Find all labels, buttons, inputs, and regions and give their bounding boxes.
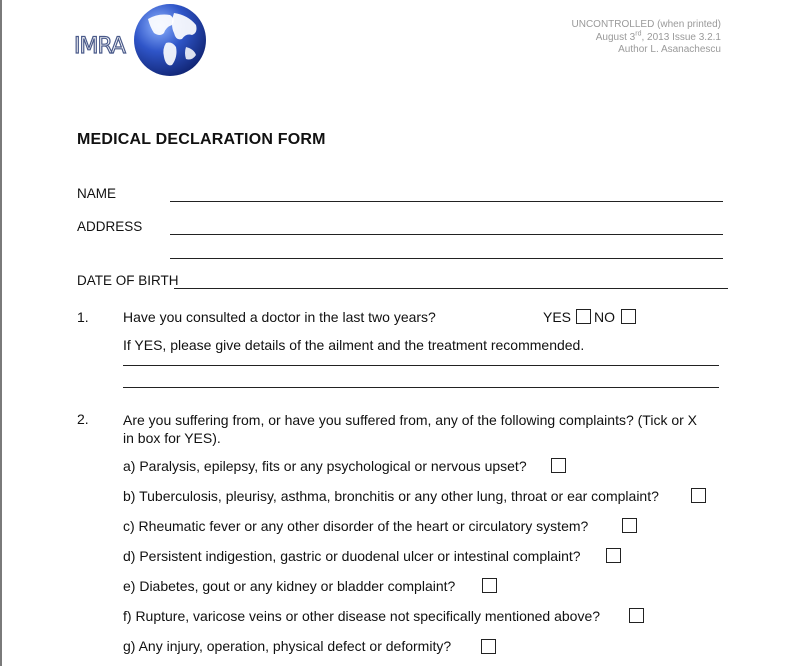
complaint-item-b: b) Tuberculosis, pleurisy, asthma, bronchitis or any other lung, throat or ear complaint?: [123, 488, 659, 504]
name-field[interactable]: [170, 201, 723, 202]
question-2-text-line1: Are you suffering from, or have you suffered from, any of the following complaints? (Tick or X: [123, 412, 698, 428]
complaint-item-d: d) Persistent indigestion, gastric or duodenal ulcer or intestinal complaint?: [123, 548, 581, 564]
complaint-item-g: g) Any injury, operation, physical defect or deformity?: [123, 638, 452, 654]
yes-checkbox[interactable]: [576, 309, 591, 324]
page-border: [0, 0, 2, 666]
document-control-header: [572, 19, 722, 57]
question-1-number: 1.: [77, 309, 89, 325]
author-line: Author L. Asanachescu: [618, 44, 721, 55]
complaint-checkbox-a[interactable]: [551, 458, 566, 473]
address-field-line1[interactable]: [170, 234, 723, 235]
complaint-checkbox-g[interactable]: [481, 639, 496, 654]
logo-text: IMRA: [74, 34, 125, 59]
issue-date: August 3rd, 2013 Issue 3.2.1: [595, 30, 721, 43]
question-2-text-line2: in box for YES).: [123, 430, 221, 446]
complaint-item-c: c) Rheumatic fever or any other disorder of the heart or circulatory system?: [123, 518, 589, 534]
complaint-checkbox-f[interactable]: [629, 608, 644, 623]
no-label: NO: [594, 309, 615, 325]
complaint-checkbox-b[interactable]: [691, 488, 706, 503]
complaint-checkbox-e[interactable]: [482, 578, 497, 593]
complaint-checkbox-c[interactable]: [622, 518, 637, 533]
dob-field[interactable]: [174, 288, 728, 289]
complaint-item-e: e) Diabetes, gout or any kidney or bladder complaint?: [123, 578, 456, 594]
details-line-2[interactable]: [123, 387, 719, 388]
yes-label: YES: [543, 309, 572, 325]
complaint-item-f: f) Rupture, varicose veins or other disease not specifically mentioned above?: [123, 608, 601, 624]
question-1-followup: If YES, please give details of the ailment and the treatment recommended.: [123, 337, 585, 353]
name-label: NAME: [77, 186, 117, 201]
dob-label: DATE OF BIRTH: [77, 273, 179, 288]
address-label: ADDRESS: [77, 219, 143, 234]
complaint-checkbox-d[interactable]: [606, 548, 621, 563]
no-checkbox[interactable]: [621, 309, 636, 324]
complaint-item-a: a) Paralysis, epilepsy, fits or any psychological or nervous upset?: [123, 458, 527, 474]
details-line-1[interactable]: [123, 365, 719, 366]
page-title: MEDICAL DECLARATION FORM: [77, 131, 326, 148]
imra-logo: [70, 3, 210, 78]
question-2-number: 2.: [77, 411, 89, 427]
question-1-text: Have you consulted a doctor in the last two years?: [123, 309, 436, 325]
control-status: UNCONTROLLED (when printed): [571, 19, 721, 30]
address-field-line2[interactable]: [170, 258, 723, 259]
